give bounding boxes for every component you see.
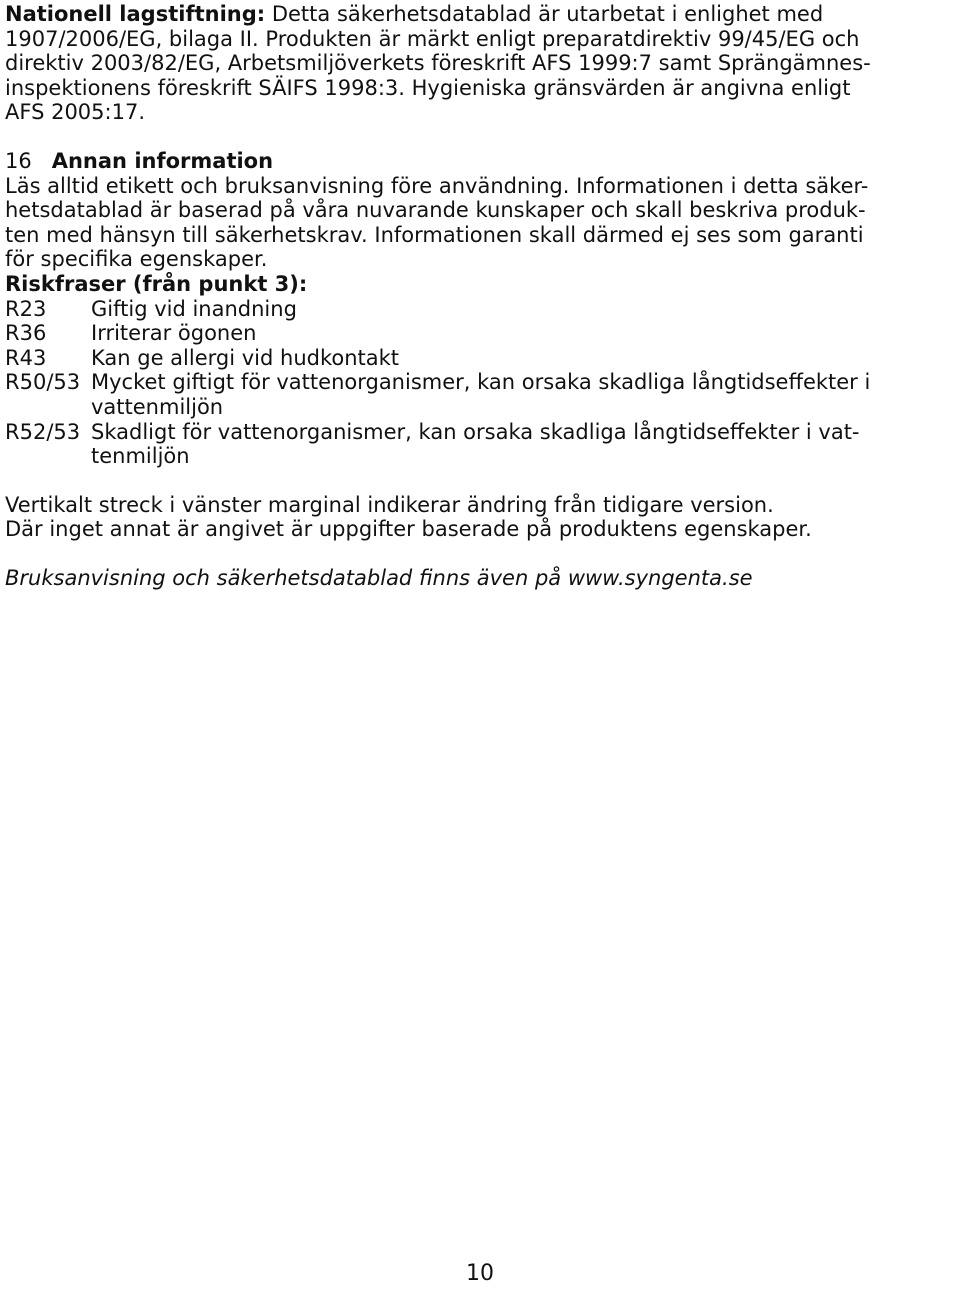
notes-block: [5, 493, 955, 542]
risk-phrases-title: Riskfraser (från punkt 3):: [5, 271, 308, 296]
legislation-line-3: direktiv 2003/82/EG, Arbetsmiljöverkets föreskrift AFS 1999:7 samt Sprängämnes-: [5, 51, 871, 76]
risk-description: [91, 420, 955, 469]
section-16-body: [5, 174, 955, 272]
risk-description-line: Kan ge allergi vid hudkontakt: [91, 345, 400, 370]
risk-description: [91, 370, 955, 419]
legislation-line-5: AFS 2005:17.: [5, 100, 145, 125]
risk-phrase-r50-53: [5, 370, 955, 419]
risk-description-line: Giftig vid inandning: [91, 296, 297, 321]
risk-description-line: Mycket giftigt för vattenorganismer, kan orsaka skadliga långtidseffekter i: [91, 370, 871, 395]
risk-phrase-r43: [5, 346, 955, 371]
risk-description: [91, 297, 955, 322]
risk-phrase-r23: [5, 297, 955, 322]
risk-code: R52/53: [5, 419, 81, 444]
risk-description-line: Irriterar ögonen: [91, 321, 257, 346]
legislation-lead: Nationell lagstiftning:: [5, 2, 266, 26]
risk-description-line: vattenmiljön: [91, 394, 224, 419]
risk-phrase-r52-53: [5, 420, 955, 469]
risk-description-line: Skadligt för vattenorganismer, kan orsaka skadliga långtidseffekter i vat-: [91, 419, 860, 444]
risk-code: R50/53: [5, 370, 81, 395]
risk-code: R43: [5, 345, 47, 370]
risk-code: R36: [5, 321, 47, 346]
section-16-line-2: hetsdatablad är baserad på våra nuvarande kunskaper och skall beskriva produk-: [5, 198, 866, 223]
section-16-line-3: ten med hänsyn till säkerhetskrav. Informationen skall därmed ej ses som garanti: [5, 222, 864, 247]
legislation-line-1: [5, 2, 955, 27]
page-number: 10: [466, 1261, 494, 1286]
legislation-line-2: 1907/2006/EG, bilaga II. Produkten är märkt enligt preparatdirektiv 99/45/EG och: [5, 26, 860, 51]
document-page: [5, 2, 955, 590]
revision-note: Vertikalt streck i vänster marginal indikerar ändring från tidigare version.: [5, 492, 774, 517]
section-16-line-1: Läs alltid etikett och bruksanvisning före användning. Informationen i detta säker-: [5, 173, 869, 198]
section-title: Annan information: [51, 148, 274, 173]
risk-description-line: tenmiljön: [91, 444, 190, 469]
basis-note: Där inget annat är angivet är uppgifter baserade på produktens egenskaper.: [5, 517, 812, 542]
national-legislation-paragraph: [5, 2, 955, 125]
section-16-heading: [5, 149, 955, 174]
risk-description: [91, 346, 955, 371]
risk-code: R23: [5, 296, 47, 321]
risk-description: [91, 321, 955, 346]
section-16-line-4: för specifika egenskaper.: [5, 247, 268, 272]
risk-phrases-list: [5, 297, 955, 469]
risk-phrase-r36: [5, 321, 955, 346]
section-number: 16: [5, 148, 32, 173]
legislation-line-4: inspektionens föreskrift SÄIFS 1998:3. Hygieniska gränsvärden är angivna enligt: [5, 75, 851, 100]
legislation-line-1-text: Detta säkerhetsdatablad är utarbetat i enlighet med: [271, 2, 824, 26]
website-note: Bruksanvisning och säkerhetsdatablad finns även på www.syngenta.se: [5, 565, 753, 590]
